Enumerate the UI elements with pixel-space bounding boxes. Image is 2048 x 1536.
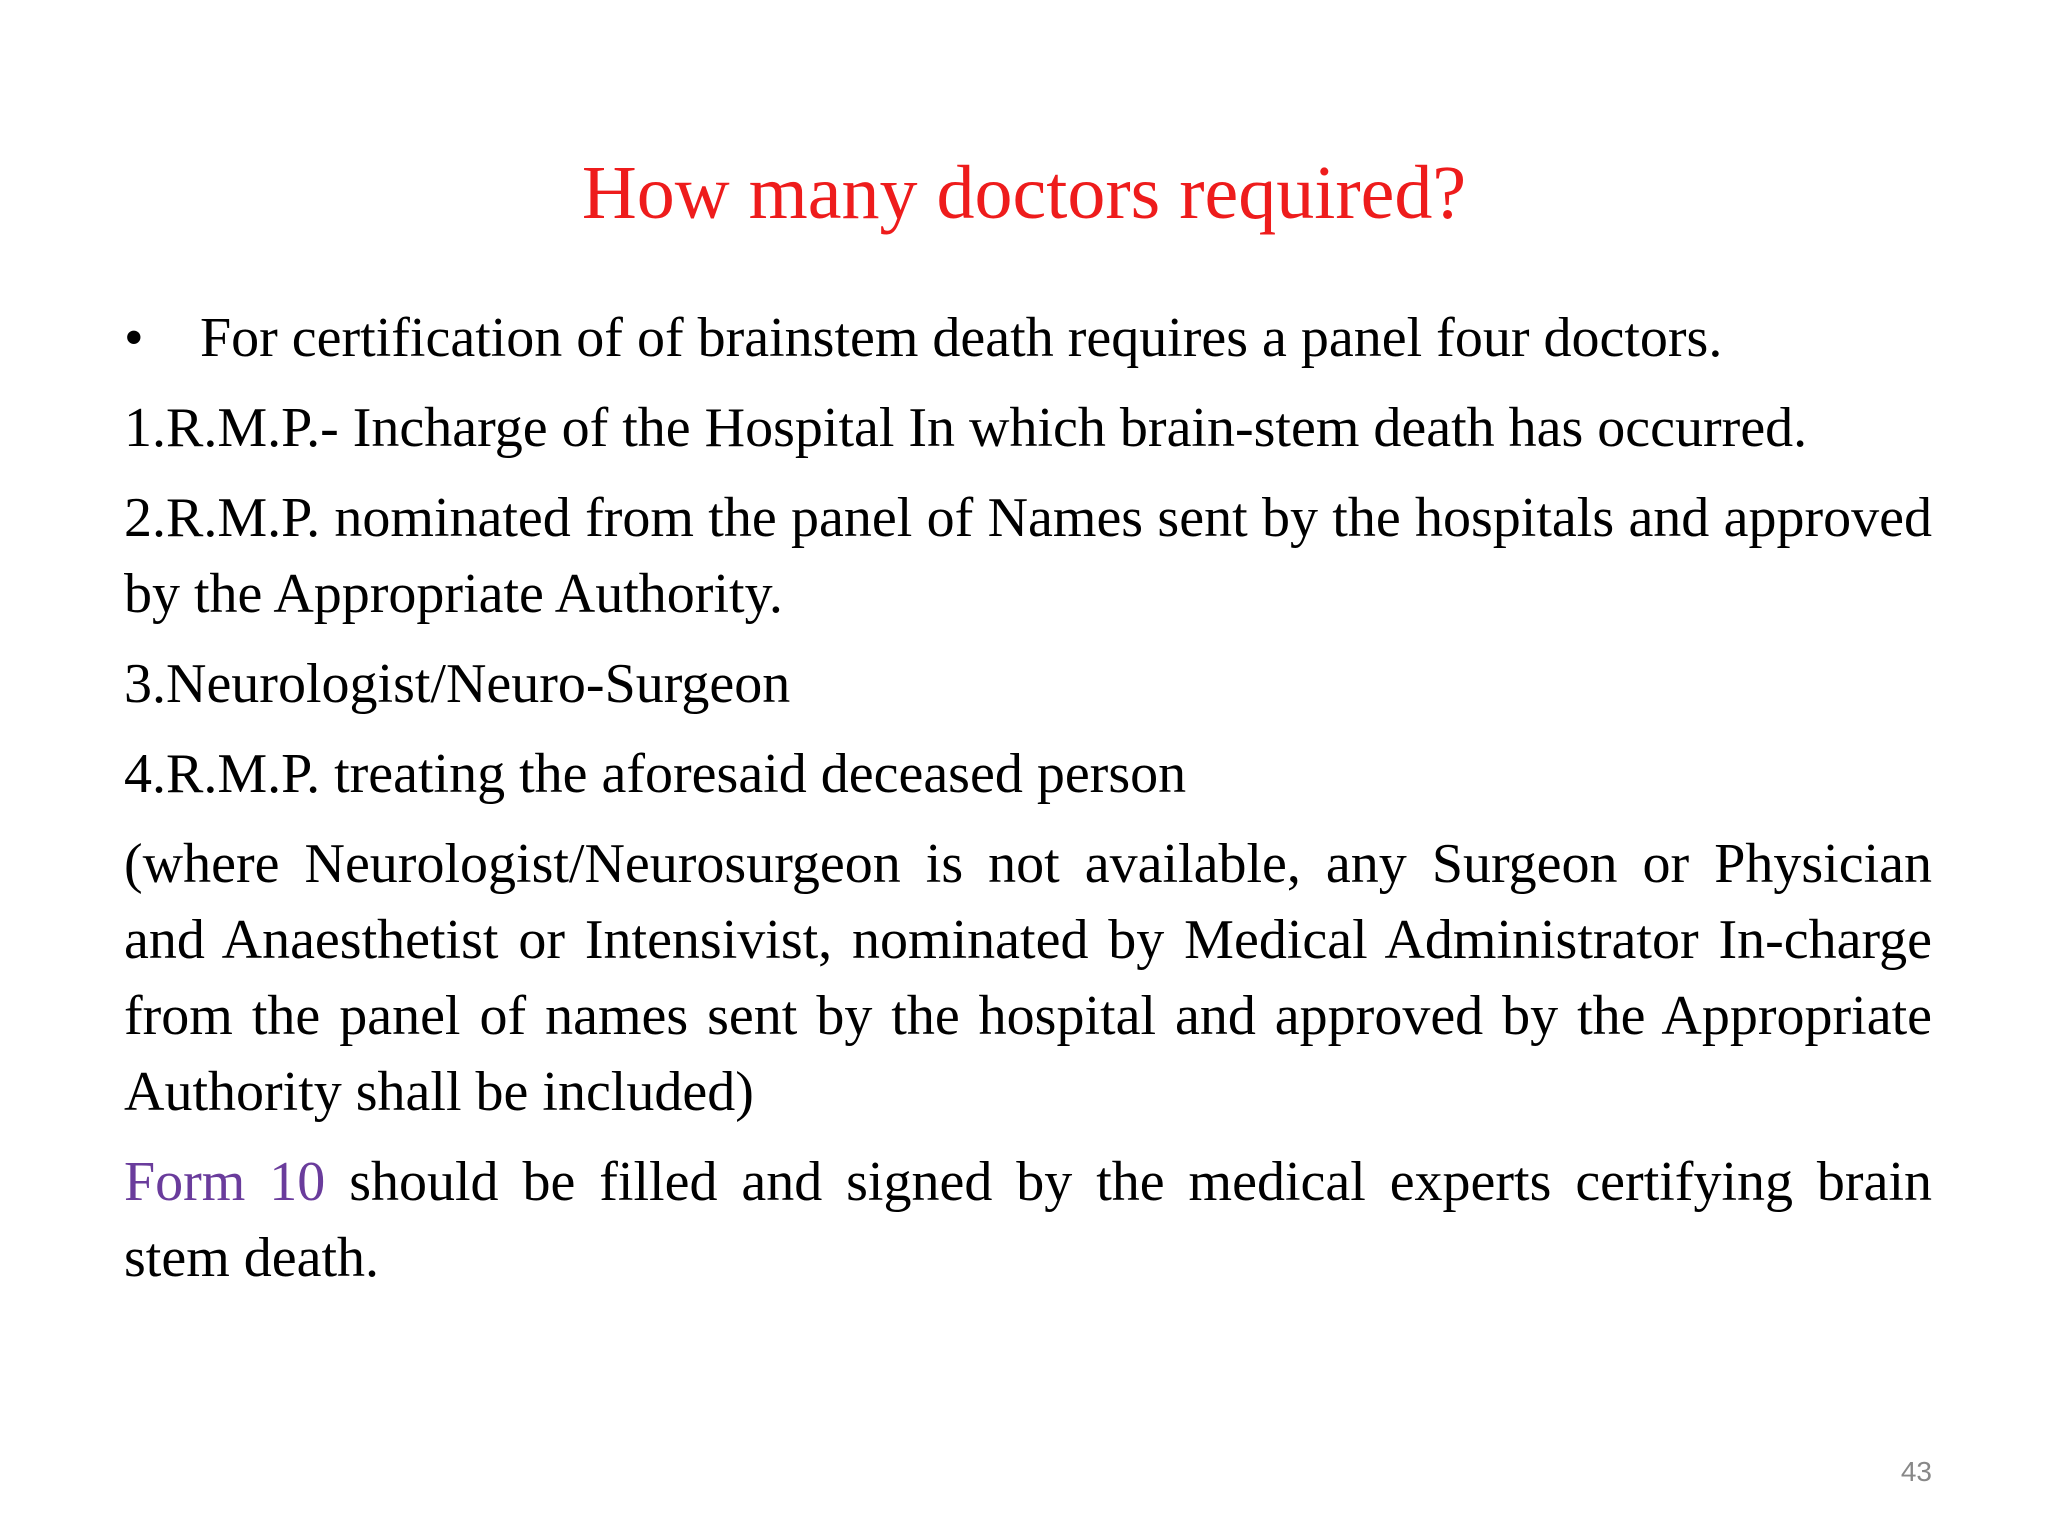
form-10-link[interactable]: Form 10 <box>124 1151 326 1213</box>
bullet-text: For certification of of brainstem death requires a panel four doctors. <box>200 307 1723 369</box>
form-text: should be filled and signed by the medical experts certifying brain stem death. <box>124 1151 1932 1289</box>
slide-title: How many doctors required? <box>581 151 1467 235</box>
list-item: 3.Neurologist/Neuro-Surgeon <box>124 653 791 715</box>
list-item: 2.R.M.P. nominated from the panel of Names sent by the hospitals and approved by the Appropriate Authority. <box>124 487 1932 625</box>
bullet-paragraph <box>124 300 1932 376</box>
bullet-icon: • <box>124 307 144 369</box>
list-item: 4.R.M.P. treating the aforesaid deceased person <box>124 743 1187 805</box>
form-paragraph <box>124 1144 1932 1296</box>
list-item: 1.R.M.P.- Incharge of the Hospital In which brain-stem death has occurred. <box>124 397 1808 459</box>
slide-content <box>124 300 1932 1310</box>
note-paragraph: (where Neurologist/Neurosurgeon is not available, any Surgeon or Physician and Anaesthetist or Intensivist, nominated by Medical Administrator In-charge from the panel of names sent by the hospital and approved by the Appropriate Authority shall be included) <box>124 833 1932 1123</box>
page-number: 43 <box>1900 1456 1932 1487</box>
